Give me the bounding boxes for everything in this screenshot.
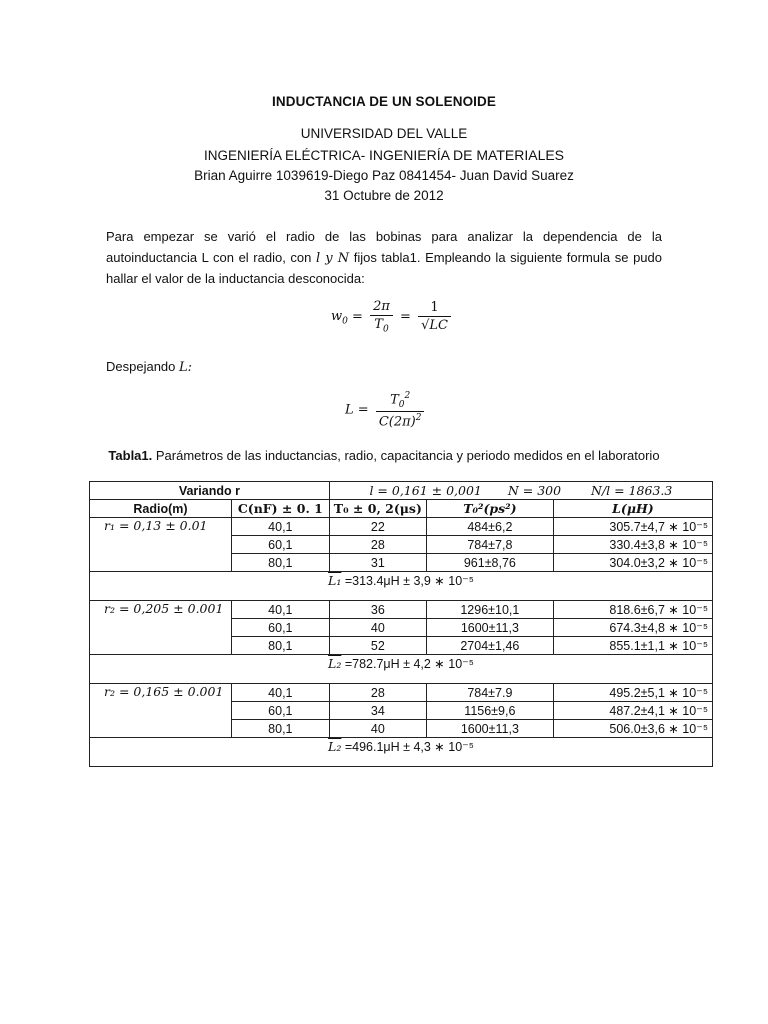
capacitance-cell: 60,1 <box>231 619 329 637</box>
inductance-cell: 487.2±4,1 ∗ 10⁻⁵ <box>553 702 712 720</box>
period-squared-cell: 961±8,76 <box>426 554 553 572</box>
header-l-value: l = 0,161 ± 0,001 <box>369 483 482 498</box>
program-line <box>0 147 768 163</box>
period-squared-cell: 1156±9,6 <box>426 702 553 720</box>
header-nl-value: N/l = 1863.3 <box>591 483 673 498</box>
resonance-equation <box>331 299 454 335</box>
period-cell: 22 <box>329 518 426 536</box>
period-cell: 52 <box>329 637 426 655</box>
table-row <box>90 601 713 619</box>
average-inductance-cell <box>90 738 713 767</box>
eq1-fraction-period: $\frac{2\pi}{T_0}$ <box>370 299 393 335</box>
table-header-row-1 <box>90 482 713 500</box>
inductance-cell: 305.7±4,7 ∗ 10⁻⁵ <box>553 518 712 536</box>
average-value: =313.4μH ± 3,9 ∗ 10⁻⁵ <box>341 574 474 588</box>
average-row <box>90 738 713 767</box>
table-caption-label: Tabla1. <box>108 448 153 463</box>
capacitance-cell: 40,1 <box>231 601 329 619</box>
eq2-fraction: $\frac{T_0^2}{C(2\pi)^2}$ <box>376 391 425 429</box>
col-header-capacitance: C(nF) ± 0. 1 <box>231 500 329 518</box>
table-row <box>90 518 713 536</box>
capacitance-cell: 60,1 <box>231 702 329 720</box>
period-cell: 36 <box>329 601 426 619</box>
capacitance-cell: 80,1 <box>231 554 329 572</box>
document-title: INDUCTANCIA DE UN SOLENOIDE <box>272 94 496 109</box>
inductance-equation <box>345 391 427 429</box>
average-row <box>90 655 713 684</box>
intro-math-l-n: l y N <box>315 250 350 266</box>
period-cell: 40 <box>329 720 426 738</box>
eq1-fraction-lc: $\frac{1}{√LC}$ <box>418 300 451 333</box>
inductance-cell: 304.0±3,2 ∗ 10⁻⁵ <box>553 554 712 572</box>
table-header-row-2 <box>90 500 713 518</box>
capacitance-cell: 80,1 <box>231 720 329 738</box>
period-squared-cell: 784±7.9 <box>426 684 553 702</box>
inductance-cell: 674.3±4,8 ∗ 10⁻⁵ <box>553 619 712 637</box>
header-varying-r: Variando r <box>90 482 330 500</box>
capacitance-cell: 60,1 <box>231 536 329 554</box>
despejando-text: Despejando <box>106 359 179 374</box>
program-electrical: INGENIERÍA ELÉCTRICA- <box>203 148 370 163</box>
col-header-period-squared: T₀²(ps²) <box>426 500 553 518</box>
average-label: L₁ <box>328 573 342 588</box>
average-row <box>90 572 713 601</box>
average-label: L₂ <box>328 739 342 754</box>
inductance-cell: 495.2±5,1 ∗ 10⁻⁵ <box>553 684 712 702</box>
radius-cell: r₁ = 0,13 ± 0.01 <box>90 518 232 572</box>
university-name: UNIVERSIDAD DEL VALLE <box>300 126 468 141</box>
period-cell: 28 <box>329 536 426 554</box>
col-header-period: T₀ ± 0, 2(μs) <box>329 500 426 518</box>
radius-cell: r₂ = 0,165 ± 0.001 <box>90 684 232 738</box>
period-cell: 34 <box>329 702 426 720</box>
eq1-equals-a: = <box>352 309 363 325</box>
intro-text-2: fijos tabla1. Empleando la siguiente formula se pudo hallar el valor de la inductancia desconocida: <box>106 249 662 286</box>
period-cell: 28 <box>329 684 426 702</box>
program-materials: INGENIERÍA DE MATERIALES <box>369 147 565 163</box>
average-label: L₂ <box>328 656 342 671</box>
table-caption <box>0 448 768 463</box>
period-squared-cell: 784±7,8 <box>426 536 553 554</box>
table-caption-text: Parámetros de las inductancias, radio, capacitancia y periodo medidos en el laboratorio <box>152 448 660 463</box>
table-row <box>90 684 713 702</box>
capacitance-cell: 80,1 <box>231 637 329 655</box>
radius-cell: r₂ = 0,205 ± 0.001 <box>90 601 232 655</box>
eq1-equals-b: = <box>400 309 411 325</box>
period-cell: 40 <box>329 619 426 637</box>
average-value: =496.1μH ± 4,3 ∗ 10⁻⁵ <box>341 740 474 754</box>
intro-paragraph <box>106 227 662 290</box>
authors-line: Brian Aguirre 1039619-Diego Paz 0841454- Juan David Suarez <box>194 168 574 183</box>
col-header-inductance: L(μH) <box>553 500 712 518</box>
average-value: =782.7μH ± 4,2 ∗ 10⁻⁵ <box>341 657 474 671</box>
period-squared-cell: 1296±10,1 <box>426 601 553 619</box>
col-header-radio: Radio(m) <box>90 500 232 518</box>
inductance-table <box>89 481 713 767</box>
header-n-value: N = 300 <box>507 483 562 498</box>
eq1-lhs: $w_0$ <box>331 309 348 327</box>
inductance-cell: 818.6±6,7 ∗ 10⁻⁵ <box>553 601 712 619</box>
despejando-line <box>106 357 662 379</box>
average-inductance-cell <box>90 655 713 684</box>
header-constants <box>329 482 712 500</box>
period-squared-cell: 1600±11,3 <box>426 619 553 637</box>
eq2-lhs: L = <box>345 402 369 418</box>
capacitance-cell: 40,1 <box>231 518 329 536</box>
inductance-cell: 855.1±1,1 ∗ 10⁻⁵ <box>553 637 712 655</box>
despejando-var: L: <box>179 360 193 375</box>
inductance-cell: 330.4±3,8 ∗ 10⁻⁵ <box>553 536 712 554</box>
period-cell: 31 <box>329 554 426 572</box>
inductance-cell: 506.0±3,6 ∗ 10⁻⁵ <box>553 720 712 738</box>
date-line: 31 Octubre de 2012 <box>324 188 444 203</box>
capacitance-cell: 40,1 <box>231 684 329 702</box>
period-squared-cell: 1600±11,3 <box>426 720 553 738</box>
intro-text-1: Para empezar se varió el radio de las bobinas para analizar la dependencia de la autoinductancia L con el radio, con <box>106 229 662 265</box>
average-inductance-cell <box>90 572 713 601</box>
period-squared-cell: 484±6,2 <box>426 518 553 536</box>
period-squared-cell: 2704±1,46 <box>426 637 553 655</box>
